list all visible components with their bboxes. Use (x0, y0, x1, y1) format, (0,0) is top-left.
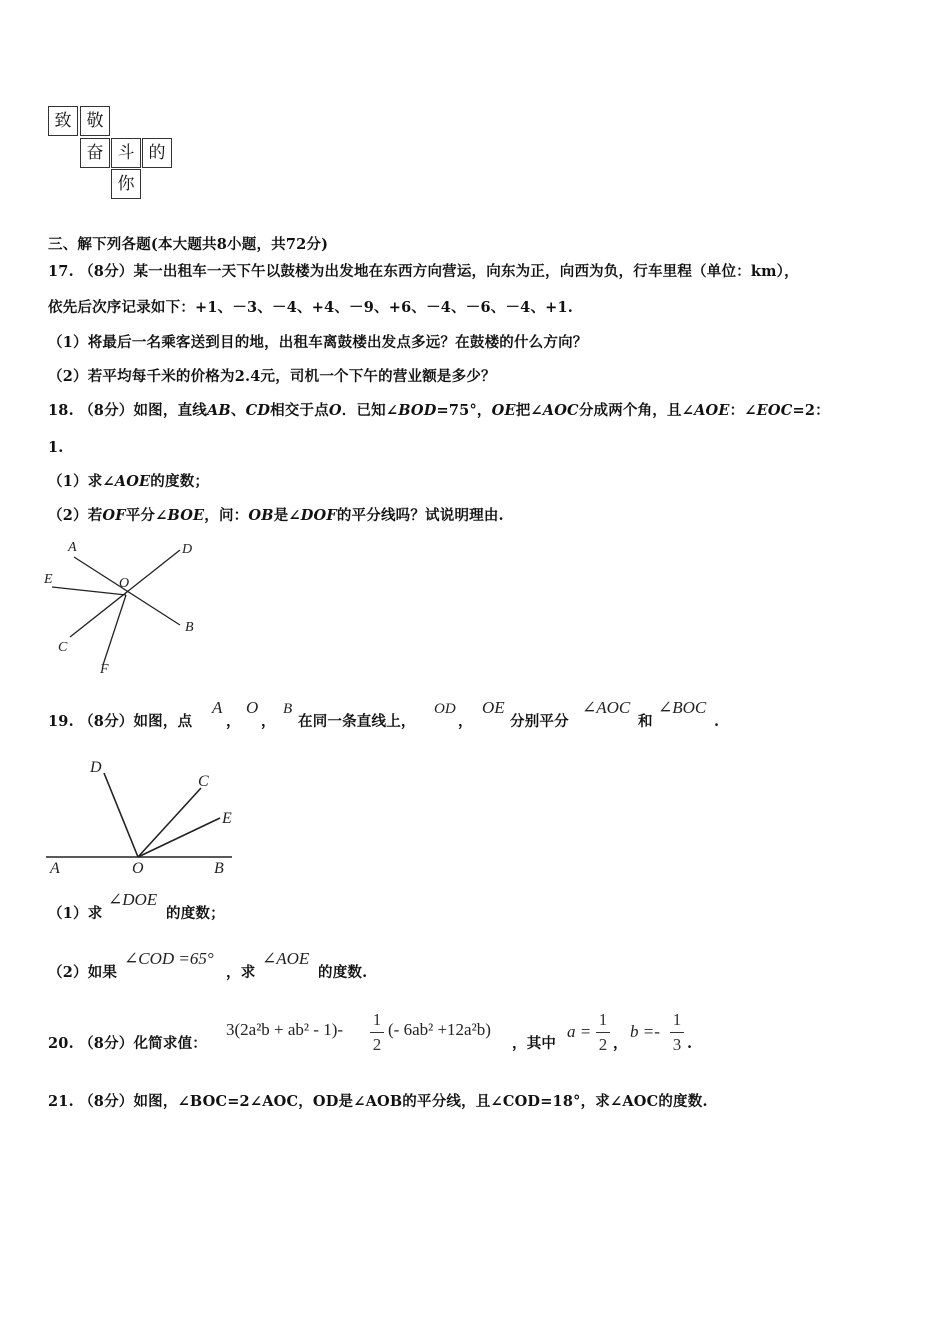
q19-od: OD (434, 701, 456, 717)
line-oe (52, 587, 126, 595)
q18-sub2-f: OB (248, 507, 274, 524)
q21-text: 21. （8分）如图，∠BOC=2∠AOC，OD是∠AOB的平分线，且∠COD=18°，求∠AOC的度数. (48, 1093, 708, 1110)
q19-num: 19. （8分）如图，点 (48, 713, 193, 730)
q18-oe: OE (491, 402, 516, 419)
q19-o: O (246, 698, 259, 717)
q18-t7: =2： (792, 402, 830, 419)
label-d: D (90, 759, 102, 776)
cube-net (48, 106, 178, 202)
q19-b: B (283, 701, 293, 717)
q19-sub1-c: 的度数； (166, 905, 225, 922)
q20-b-frac (670, 1010, 684, 1055)
line-oc (138, 788, 201, 857)
q18-sub2-h: DOF (300, 507, 337, 524)
cube-cell: 敬 (80, 106, 110, 136)
q19-sub2-d: ∠AOE (262, 949, 310, 968)
q18-sub1-c: 的度数； (150, 473, 210, 490)
q19-sub2-e: 的度数. (318, 964, 368, 981)
q18-sub1 (48, 472, 209, 492)
q19-sub2-c: ，求 (226, 964, 256, 981)
label-a: A (68, 540, 77, 555)
q17-line1: 17. （8分）某一出租车一天下午以鼓楼为出发地在东西方向营运，向东为正，向西为负，行车里程（单位：km）， (48, 263, 799, 280)
label-c: C (58, 640, 68, 655)
q20-b-eq: b =- (630, 1022, 660, 1041)
q18-sub2-a: （2）若 (48, 507, 103, 524)
q19-sub2-a: （2）如果 (48, 964, 118, 981)
q18-line1 (48, 401, 830, 421)
label-e: E (44, 572, 53, 587)
label-e: E (222, 810, 232, 827)
q19-comma1: ， (226, 713, 241, 730)
q19-sub2 (48, 947, 448, 987)
q18-sub2-c: 平分∠ (125, 507, 168, 524)
q19-comma2: ， (261, 713, 276, 730)
line-cd (70, 550, 180, 637)
label-a: A (50, 860, 60, 877)
q18-ab: AB (206, 402, 231, 419)
q20-frac-num: 1 (372, 1010, 382, 1029)
q19-sub1 (48, 888, 348, 928)
line-of (103, 595, 126, 665)
q19-sub2-b: ∠COD =65° (124, 949, 214, 968)
q20-frac-den: 2 (372, 1035, 382, 1054)
q20-comma: ， (613, 1035, 628, 1052)
label-f: F (100, 662, 109, 677)
q18-sep: 、 (230, 402, 246, 419)
q20-b-den: 3 (672, 1035, 682, 1054)
q17-sub2: （2）若平均每千米的价格为2.4元，司机一个下午的营业额是多少？ (48, 368, 496, 385)
q18-bod: BOD (398, 402, 437, 419)
q18-sub2-b: OF (102, 507, 126, 524)
q19-comma3: ， (458, 713, 473, 730)
q20-num: 20. （8分）化简求值： (48, 1035, 207, 1052)
q18-t2: ．已知∠ (341, 402, 399, 419)
cube-cell: 致 (48, 106, 78, 136)
label-b: B (185, 620, 194, 635)
q18-aoe: AOE (694, 402, 730, 419)
frac-bar (670, 1032, 684, 1033)
q19-aoc: ∠AOC (582, 698, 631, 717)
label-b: B (214, 860, 224, 877)
q19-a: A (212, 698, 223, 717)
label-o: O (132, 860, 144, 877)
q20-expr-right: (- 6ab² +12a²b) (388, 1020, 491, 1039)
q20-a-eq: a = (567, 1022, 592, 1041)
q17-sub1: （1）将最后一名乘客送到目的地，出租车离鼓楼出发点多远？在鼓楼的什么方向？ (48, 334, 588, 351)
line-oe (138, 818, 220, 857)
frac-bar (370, 1032, 384, 1033)
q18-eoc: EOC (756, 402, 793, 419)
q19-oe: OE (482, 698, 505, 717)
q19-t1: 在同一条直线上， (298, 713, 416, 730)
q19-t2: 分别平分 (510, 713, 569, 730)
section-header: 三、解下列各题(本大题共8小题，共72分) (48, 236, 329, 253)
q18-sub2 (48, 506, 504, 526)
q18-sub2-d: BOE (167, 507, 205, 524)
q19-and: 和 (638, 713, 653, 730)
cube-cell: 斗 (111, 138, 141, 168)
q20-expr-left: 3(2a²b + ab² - 1)- (226, 1020, 344, 1039)
q17-line2: 依先后次序记录如下：+1、－3、－4、+4、－9、+6、－4、－6、－4、+1. (48, 299, 574, 316)
q18-t5: 分成两个角，且∠ (578, 402, 695, 419)
q20-dot: . (687, 1035, 693, 1052)
q18-line2: 1. (48, 439, 64, 456)
q19-line1 (48, 696, 928, 736)
q20-b-num: 1 (672, 1010, 682, 1029)
q19-sub1-a: （1）求 (48, 905, 103, 922)
q18-sub2-e: ，问： (204, 507, 249, 524)
q18-sub2-g: 是∠ (273, 507, 301, 524)
q18-sub1-b: AOE (114, 473, 151, 490)
q18-cd: CD (245, 402, 271, 419)
cube-cell: 奋 (80, 138, 110, 168)
q20-a-num: 1 (598, 1010, 608, 1029)
q19-figure (46, 756, 246, 876)
q18-aoc: AOC (542, 402, 579, 419)
q18-sub2-i: 的平分线吗？试说明理由. (336, 507, 504, 524)
q19-dot: . (714, 713, 720, 730)
q18-num: 18. （8分）如图，直线 (48, 402, 207, 419)
q18-t4: 把∠ (515, 402, 543, 419)
q20-where: ，其中 (512, 1035, 557, 1052)
cube-cell: 你 (111, 169, 141, 199)
q20-a-den: 2 (598, 1035, 608, 1054)
q18-t1: 相交于点 (270, 402, 329, 419)
q19-sub1-b: ∠DOE (108, 890, 158, 909)
q20-a-frac (596, 1010, 610, 1055)
q18-sub1-a: （1）求∠ (48, 473, 115, 490)
q19-boc: ∠BOC (658, 698, 707, 717)
q18-t6: ：∠ (729, 402, 757, 419)
q18-t3: =75°， (436, 402, 492, 419)
line-od (104, 773, 138, 857)
label-d: D (182, 542, 193, 557)
cube-cell: 的 (142, 138, 172, 168)
label-c: C (198, 773, 209, 790)
q20 (48, 1010, 748, 1060)
q18-o: O (328, 402, 342, 419)
label-o: O (119, 576, 130, 591)
q20-frac (370, 1010, 384, 1055)
frac-bar (596, 1032, 610, 1033)
q18-figure (40, 535, 210, 675)
